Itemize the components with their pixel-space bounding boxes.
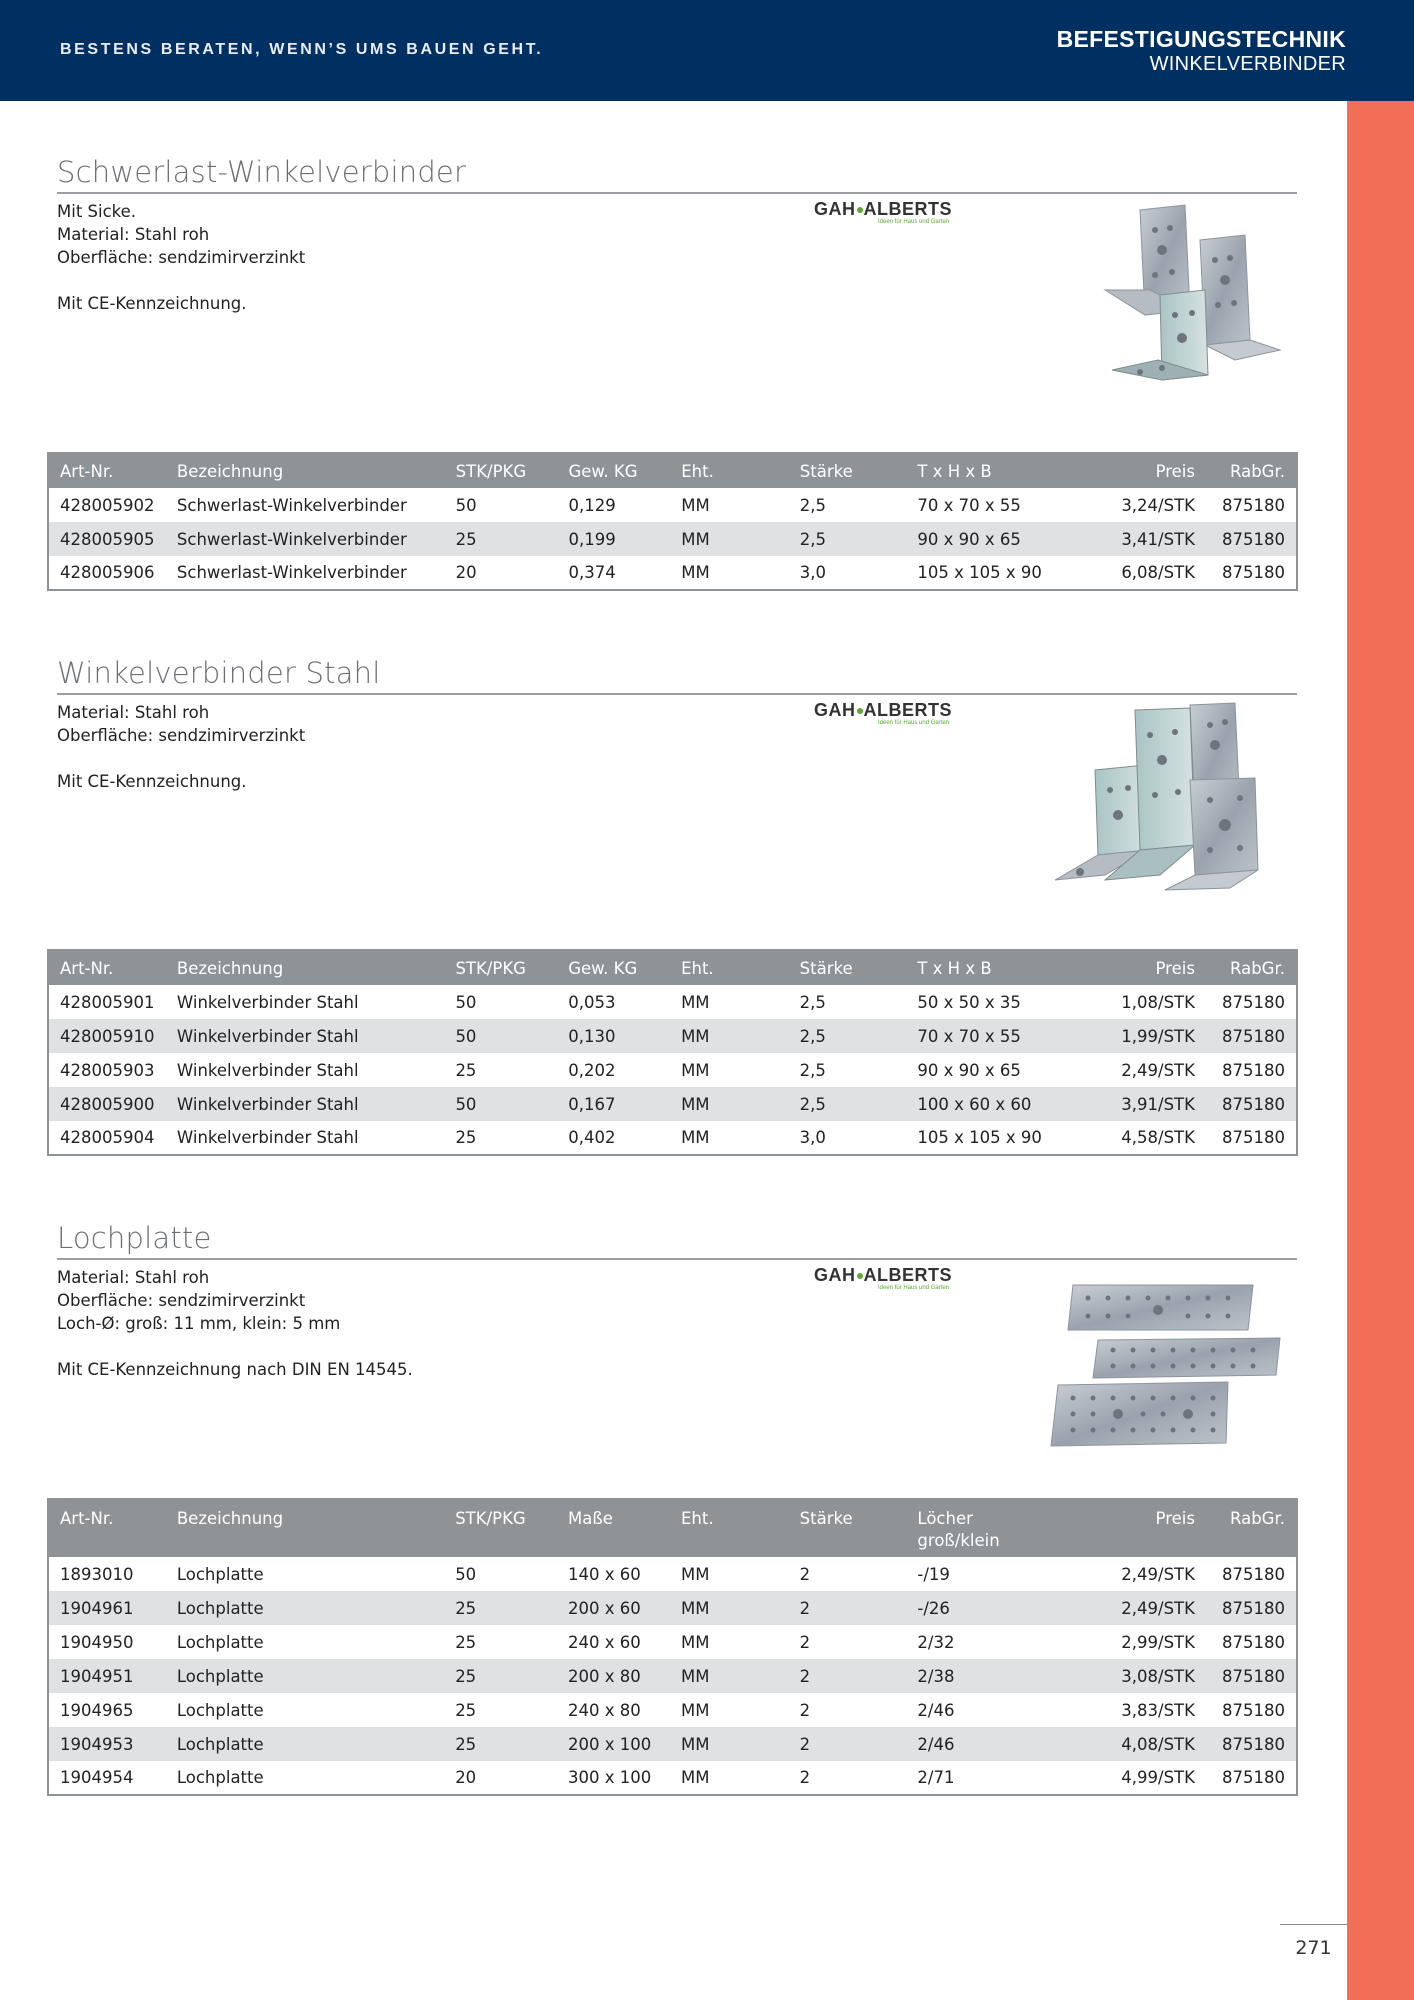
cell-stk-pkg: 50 — [455, 992, 477, 1012]
cell-bezeichnung: Winkelverbinder Stahl — [176, 992, 359, 1012]
cell-dimensions: 105 x 105 x 90 — [917, 563, 1042, 582]
column-header-main: Löcher — [917, 1509, 973, 1528]
table-header-row — [48, 1499, 1297, 1557]
cell-bezeichnung: Lochplatte — [166, 1659, 444, 1693]
cell-stk-pkg: 50 — [455, 1564, 477, 1584]
cell-staerke: 2,5 — [789, 522, 907, 556]
cell-masse: 240 x 80 — [568, 1700, 641, 1720]
cell-einheit: MM — [680, 1700, 710, 1720]
cell-art-nr: 428005904 — [60, 1128, 155, 1147]
cell-preis: 3,91/STK — [1093, 1087, 1206, 1121]
table-row — [48, 1019, 1297, 1053]
cell-stk-pkg: 25 — [444, 1727, 557, 1761]
cell-preis: 3,08/STK — [1093, 1659, 1206, 1693]
product-table-schwerlast — [47, 452, 1298, 591]
cell-bezeichnung: Winkelverbinder Stahl — [166, 1087, 445, 1121]
table-row — [48, 1591, 1297, 1625]
table-row — [48, 1557, 1297, 1591]
column-header: Art-Nr. — [48, 453, 166, 488]
cell-rabgr: 875180 — [1222, 992, 1285, 1012]
cell-gewicht: 0,129 — [568, 495, 616, 515]
column-header: STK/PKG — [444, 1499, 557, 1557]
cell-bezeichnung: Winkelverbinder Stahl — [176, 1128, 359, 1147]
cell-stk-pkg: 25 — [444, 1591, 557, 1625]
section-title: Schwerlast-Winkelverbinder — [57, 155, 467, 189]
cell-masse: 200 x 60 — [557, 1591, 670, 1625]
cell-loecher: 2/32 — [917, 1632, 955, 1652]
cell-einheit: MM — [670, 522, 789, 556]
cell-bezeichnung: Lochplatte — [176, 1768, 264, 1787]
cell-dimensions: 90 x 90 x 65 — [917, 1060, 1021, 1080]
cell-art-nr: 428005910 — [48, 1019, 166, 1053]
side-accent-bar — [1347, 101, 1414, 2000]
cell-bezeichnung: Lochplatte — [176, 1564, 264, 1584]
cell-dimensions: 70 x 70 x 55 — [917, 495, 1021, 515]
cell-bezeichnung: Winkelverbinder Stahl — [166, 1019, 445, 1053]
cell-art-nr: 1904950 — [60, 1632, 134, 1652]
cell-einheit: MM — [670, 1659, 789, 1693]
table-row — [48, 1121, 1297, 1155]
column-header: Preis — [1093, 950, 1206, 985]
cell-bezeichnung: Lochplatte — [166, 1591, 444, 1625]
cell-gewicht: 0,167 — [557, 1087, 670, 1121]
cell-bezeichnung: Lochplatte — [176, 1632, 264, 1652]
cell-art-nr: 1904953 — [48, 1727, 166, 1761]
column-header: STK/PKG — [444, 950, 557, 985]
cell-einheit: MM — [681, 992, 710, 1012]
angle-bracket-image — [1100, 200, 1290, 400]
cell-art-nr: 428005906 — [60, 563, 155, 582]
cell-art-nr: 428005901 — [60, 992, 155, 1012]
cell-rabgr: 875180 — [1222, 1128, 1285, 1147]
column-header: Gew. KG — [557, 453, 670, 488]
column-header: Bezeichnung — [166, 950, 445, 985]
cell-dimensions: 100 x 60 x 60 — [906, 1087, 1093, 1121]
cell-staerke: 2,5 — [799, 992, 826, 1012]
table-row — [48, 556, 1297, 590]
table-row — [48, 522, 1297, 556]
perforated-plate-image — [1048, 1280, 1288, 1450]
section-title: Winkelverbinder Stahl — [57, 656, 381, 690]
cell-dimensions: 105 x 105 x 90 — [917, 1128, 1042, 1147]
cell-staerke: 2,5 — [799, 1060, 826, 1080]
desc-line: Material: Stahl roh — [57, 703, 210, 722]
cell-rabgr: 875180 — [1222, 1768, 1285, 1787]
table-row — [48, 1659, 1297, 1693]
cell-staerke: 2 — [799, 1768, 811, 1787]
cell-bezeichnung: Winkelverbinder Stahl — [176, 1060, 359, 1080]
cell-einheit: MM — [680, 1632, 710, 1652]
cell-preis: 3,24/STK — [1121, 495, 1195, 515]
angle-bracket-stahl-image — [1050, 700, 1290, 910]
desc-line: Mit CE-Kennzeichnung. — [57, 294, 247, 313]
title-divider — [57, 693, 1297, 695]
cell-masse: 200 x 100 — [557, 1727, 670, 1761]
cell-stk-pkg: 25 — [455, 1700, 477, 1720]
cell-bezeichnung: Schwerlast-Winkelverbinder — [166, 522, 445, 556]
cell-staerke: 2 — [799, 1564, 811, 1584]
cell-preis: 4,58/STK — [1121, 1128, 1195, 1147]
cell-art-nr: 428005903 — [60, 1060, 155, 1080]
cell-staerke: 3,0 — [799, 1128, 826, 1147]
cell-art-nr: 1893010 — [60, 1564, 134, 1584]
column-header: Art-Nr. — [48, 950, 166, 985]
cell-stk-pkg: 25 — [455, 1060, 477, 1080]
cell-stk-pkg: 25 — [444, 1659, 557, 1693]
cell-einheit: MM — [681, 563, 710, 582]
header-subcategory: WINKELVERBINDER — [1149, 53, 1346, 75]
page-header — [0, 0, 1414, 101]
cell-staerke: 2,5 — [799, 495, 827, 515]
cell-stk-pkg: 25 — [455, 1632, 477, 1652]
logo-text-left: GAH — [814, 1265, 856, 1285]
cell-einheit: MM — [670, 1591, 789, 1625]
cell-rabgr: 875180 — [1206, 1087, 1297, 1121]
column-header: RabGr. — [1206, 1499, 1297, 1557]
cell-preis: 6,08/STK — [1121, 563, 1195, 582]
cell-dimensions: 90 x 90 x 65 — [906, 522, 1093, 556]
desc-line: Oberfläche: sendzimirverzinkt — [57, 248, 306, 267]
cell-einheit: MM — [681, 1128, 710, 1147]
column-header: Preis — [1093, 453, 1206, 488]
cell-dimensions: 50 x 50 x 35 — [917, 992, 1021, 1012]
column-header-sub: groß/klein — [917, 1531, 1000, 1550]
column-header: T x H x B — [906, 453, 1093, 488]
section-title: Lochplatte — [57, 1221, 212, 1255]
cell-einheit: MM — [680, 1564, 710, 1584]
desc-line: Loch-Ø: groß: 11 mm, klein: 5 mm — [57, 1314, 341, 1333]
cell-bezeichnung: Lochplatte — [166, 1727, 444, 1761]
cell-staerke: 2,5 — [789, 1087, 907, 1121]
table-header-row — [48, 453, 1297, 488]
cell-preis: 2,49/STK — [1121, 1060, 1195, 1080]
cell-rabgr: 875180 — [1222, 563, 1285, 582]
column-header-loecher — [906, 1499, 1093, 1557]
cell-stk-pkg: 20 — [455, 563, 477, 582]
cell-preis: 2,99/STK — [1121, 1632, 1195, 1652]
table-row — [48, 1693, 1297, 1727]
cell-einheit: MM — [681, 495, 710, 515]
cell-masse: 140 x 60 — [568, 1564, 641, 1584]
cell-rabgr: 875180 — [1222, 1632, 1285, 1652]
column-header: Stärke — [789, 950, 907, 985]
table-row — [48, 1087, 1297, 1121]
table-row — [48, 1761, 1297, 1795]
cell-rabgr: 875180 — [1206, 1727, 1297, 1761]
cell-masse: 240 x 60 — [568, 1632, 641, 1652]
header-slogan: BESTENS BERATEN, WENN’S UMS BAUEN GEHT. — [60, 41, 544, 58]
cell-rabgr: 875180 — [1206, 522, 1297, 556]
column-header: RabGr. — [1206, 950, 1297, 985]
desc-line: Oberfläche: sendzimirverzinkt — [57, 1291, 306, 1310]
cell-art-nr: 1904961 — [48, 1591, 166, 1625]
table-row — [48, 1727, 1297, 1761]
column-header: Eht. — [670, 1499, 789, 1557]
cell-rabgr: 875180 — [1206, 1659, 1297, 1693]
table-row — [48, 488, 1297, 522]
cell-staerke: 2 — [799, 1632, 811, 1652]
title-divider — [57, 192, 1297, 194]
cell-stk-pkg: 20 — [455, 1768, 477, 1787]
cell-preis: 1,99/STK — [1093, 1019, 1206, 1053]
logo-tagline: Ideen für Haus und Garten — [878, 720, 950, 726]
cell-einheit: MM — [670, 1087, 789, 1121]
cell-stk-pkg: 25 — [445, 522, 558, 556]
cell-preis: 3,83/STK — [1121, 1700, 1195, 1720]
cell-art-nr: 1904951 — [48, 1659, 166, 1693]
column-header: Maße — [557, 1499, 670, 1557]
header-category: BEFESTIGUNGSTECHNIK — [1056, 26, 1346, 52]
cell-art-nr: 428005900 — [48, 1087, 166, 1121]
column-header: Art-Nr. — [48, 1499, 166, 1557]
column-header: Eht. — [670, 453, 789, 488]
table-header-row — [48, 950, 1297, 985]
page-number: 271 — [1280, 1924, 1347, 1959]
column-header: STK/PKG — [445, 453, 558, 488]
cell-art-nr: 428005902 — [60, 495, 155, 515]
cell-preis: 4,99/STK — [1121, 1768, 1195, 1787]
column-header: RabGr. — [1206, 453, 1297, 488]
cell-staerke: 2 — [789, 1727, 907, 1761]
desc-line: Mit Sicke. — [57, 202, 137, 221]
product-table-winkelverbinder-stahl — [47, 949, 1298, 1156]
cell-masse: 300 x 100 — [568, 1768, 652, 1787]
cell-einheit: MM — [681, 1060, 710, 1080]
column-header: Stärke — [789, 453, 907, 488]
cell-preis: 2,49/STK — [1121, 1564, 1195, 1584]
cell-rabgr: 875180 — [1222, 1060, 1285, 1080]
cell-dimensions: 70 x 70 x 55 — [906, 1019, 1093, 1053]
title-divider — [57, 1258, 1297, 1260]
cell-rabgr: 875180 — [1222, 495, 1285, 515]
cell-art-nr: 1904954 — [60, 1768, 134, 1787]
cell-rabgr: 875180 — [1206, 1019, 1297, 1053]
desc-line: Mit CE-Kennzeichnung nach DIN EN 14545. — [57, 1360, 413, 1379]
logo-tagline: Ideen für Haus und Garten — [878, 1285, 950, 1291]
column-header: Eht. — [670, 950, 789, 985]
cell-einheit: MM — [670, 1727, 789, 1761]
brand-logo — [814, 200, 984, 230]
cell-gewicht: 0,130 — [557, 1019, 670, 1053]
table-row — [48, 1625, 1297, 1659]
cell-bezeichnung: Schwerlast-Winkelverbinder — [176, 563, 407, 582]
cell-stk-pkg: 25 — [455, 1128, 477, 1147]
cell-gewicht: 0,402 — [568, 1128, 616, 1147]
brand-logo — [814, 1266, 984, 1296]
column-header: Gew. KG — [557, 950, 670, 985]
cell-loecher: -/19 — [917, 1564, 950, 1584]
column-header: Bezeichnung — [166, 453, 445, 488]
cell-art-nr: 428005905 — [48, 522, 166, 556]
column-header: Preis — [1093, 1499, 1206, 1557]
table-row — [48, 1053, 1297, 1087]
desc-line: Mit CE-Kennzeichnung. — [57, 772, 247, 791]
logo-text-left: GAH — [814, 199, 856, 219]
cell-masse: 200 x 80 — [557, 1659, 670, 1693]
logo-text-right: ALBERTS — [863, 1265, 952, 1285]
brand-logo — [814, 701, 984, 731]
cell-stk-pkg: 50 — [444, 1087, 557, 1121]
header-category-block — [1057, 26, 1346, 76]
logo-text-right: ALBERTS — [863, 199, 952, 219]
cell-rabgr: 875180 — [1222, 1700, 1285, 1720]
cell-einheit: MM — [670, 1019, 789, 1053]
cell-preis: 1,08/STK — [1121, 992, 1195, 1012]
cell-gewicht: 0,202 — [568, 1060, 616, 1080]
cell-staerke: 2 — [789, 1591, 907, 1625]
cell-bezeichnung: Lochplatte — [176, 1700, 264, 1720]
column-header: T x H x B — [906, 950, 1093, 985]
column-header: Bezeichnung — [166, 1499, 444, 1557]
cell-loecher: 2/46 — [917, 1700, 955, 1720]
cell-rabgr: 875180 — [1222, 1564, 1285, 1584]
cell-art-nr: 1904965 — [60, 1700, 134, 1720]
cell-gewicht: 0,374 — [568, 563, 616, 582]
table-row — [48, 985, 1297, 1019]
desc-line: Oberfläche: sendzimirverzinkt — [57, 726, 306, 745]
cell-loecher: -/26 — [906, 1591, 1093, 1625]
desc-line: Material: Stahl roh — [57, 1268, 210, 1287]
logo-text-right: ALBERTS — [863, 700, 952, 720]
cell-preis: 3,41/STK — [1093, 522, 1206, 556]
cell-staerke: 2 — [799, 1700, 811, 1720]
column-header: Stärke — [789, 1499, 907, 1557]
logo-tagline: Ideen für Haus und Garten — [878, 219, 950, 225]
cell-gewicht: 0,053 — [568, 992, 616, 1012]
cell-preis: 4,08/STK — [1093, 1727, 1206, 1761]
cell-staerke: 2 — [789, 1659, 907, 1693]
cell-rabgr: 875180 — [1206, 1591, 1297, 1625]
cell-loecher: 2/46 — [906, 1727, 1093, 1761]
cell-stk-pkg: 50 — [455, 495, 477, 515]
cell-staerke: 3,0 — [799, 563, 827, 582]
cell-loecher: 2/38 — [906, 1659, 1093, 1693]
cell-stk-pkg: 50 — [444, 1019, 557, 1053]
cell-staerke: 2,5 — [789, 1019, 907, 1053]
cell-bezeichnung: Schwerlast-Winkelverbinder — [176, 495, 407, 515]
cell-preis: 2,49/STK — [1093, 1591, 1206, 1625]
product-table-lochplatte — [47, 1498, 1298, 1796]
logo-text-left: GAH — [814, 700, 856, 720]
cell-gewicht: 0,199 — [557, 522, 670, 556]
cell-einheit: MM — [680, 1768, 710, 1787]
desc-line: Material: Stahl roh — [57, 225, 210, 244]
cell-loecher: 2/71 — [917, 1768, 955, 1787]
